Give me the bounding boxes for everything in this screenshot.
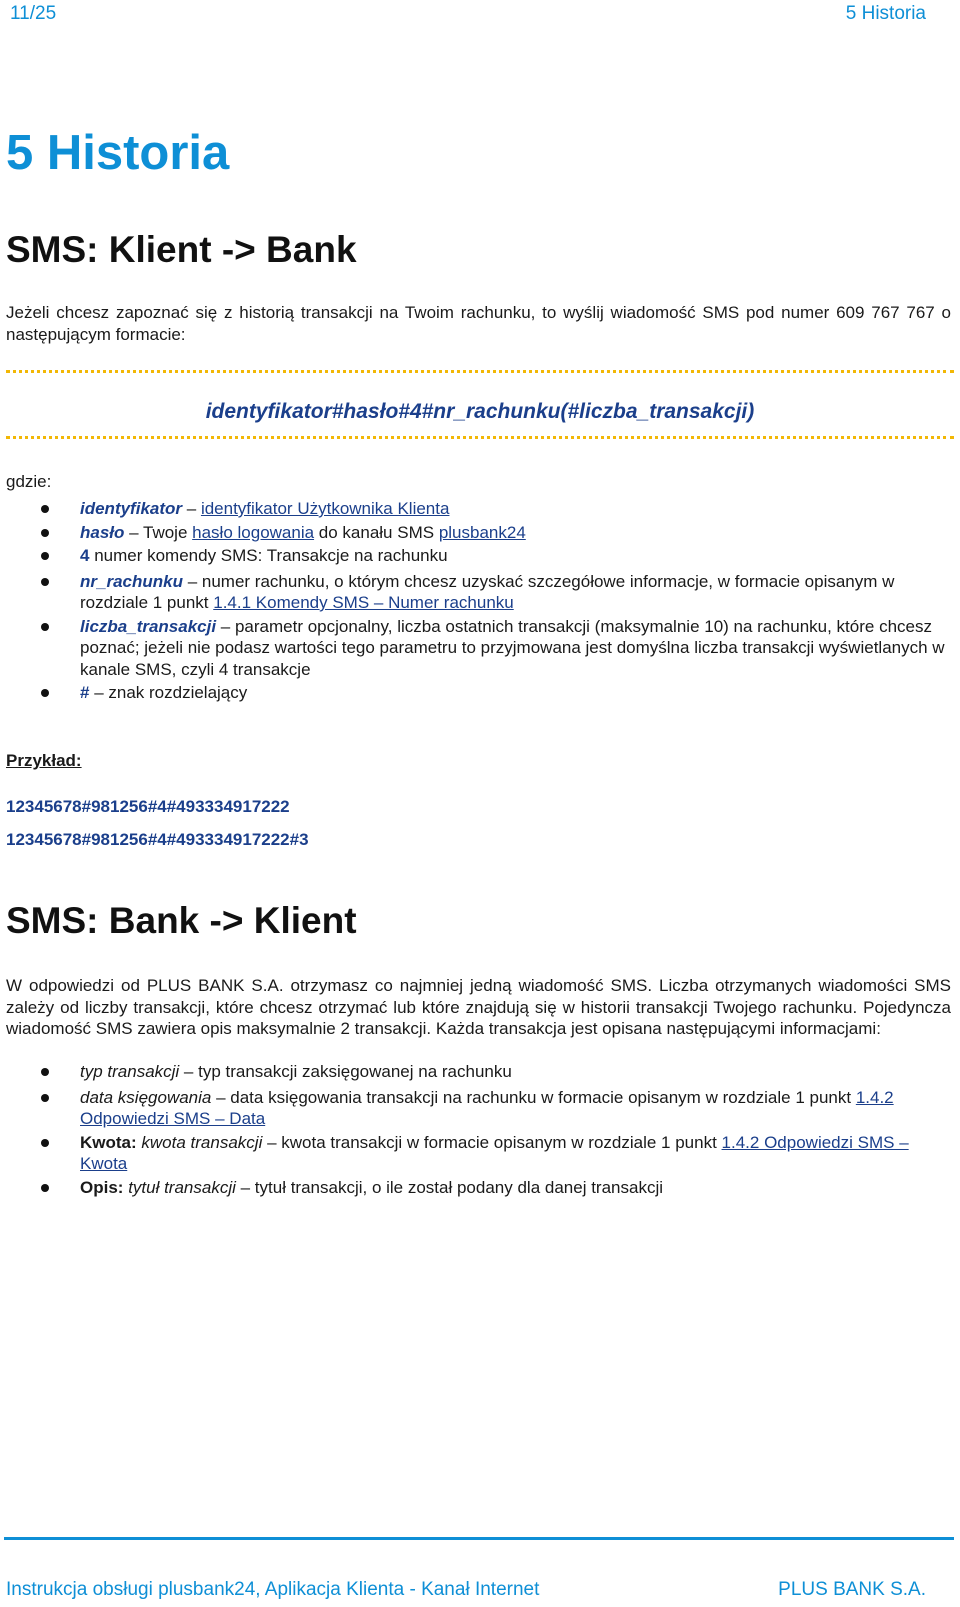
list-item (0, 1177, 950, 1199)
label-opis: Opis: (80, 1177, 124, 1197)
list-item (0, 545, 950, 567)
link-haslo-logowania[interactable]: hasło logowania (192, 522, 315, 542)
list-item (0, 616, 950, 681)
bullet-icon (41, 1184, 49, 1192)
page-title: 5 Historia (6, 126, 230, 180)
term-tytul-transakcji: tytuł transakcji (128, 1177, 236, 1197)
term-typ-transakcji: typ transakcji (80, 1062, 180, 1081)
running-section-title: 5 Historia (845, 3, 926, 24)
footer-company: PLUS BANK S.A. (778, 1579, 926, 1600)
example-1: 12345678#981256#4#493334917222 (6, 797, 290, 816)
link-identyfikator-uzytkownika[interactable]: identyfikator Użytkownika Klienta (200, 499, 450, 518)
list-item (0, 1061, 950, 1083)
text-fragment: do kanału SMS (314, 522, 439, 542)
list-item (0, 1087, 950, 1130)
gdzie-label: gdzie: (6, 472, 52, 491)
term-kwota-transakcji: kwota transakcji (141, 1132, 263, 1152)
bullet-icon (41, 1068, 49, 1076)
link-plusbank24[interactable]: plusbank24 (438, 522, 526, 542)
link-odpowiedzi-sms-kwota[interactable]: 1.4.2 Odpowiedzi SMS – Kwota (80, 1132, 909, 1173)
bullet-icon (41, 552, 49, 560)
response-fields-list (0, 1061, 950, 1198)
intro-paragraph: Jeżeli chcesz zapoznać się z historią transakcji na Twoim rachunku, to wyślij wiadomość SMS pod numer 609 767 767 o następującym formacie: (6, 303, 951, 344)
term-nr-rachunku: nr_rachunku (80, 571, 183, 591)
term-haslo: hasło (80, 522, 125, 542)
item-text: – typ transakcji zaksięgowanej na rachunku (179, 1062, 512, 1081)
footer-document-title: Instrukcja obsługi plusbank24, Aplikacja Klienta - Kanał Internet (6, 1579, 540, 1600)
term-4: 4 (80, 546, 90, 565)
list-item (0, 1132, 950, 1175)
list-item (0, 682, 950, 704)
bullet-icon (41, 1139, 49, 1147)
separator: – (182, 499, 201, 518)
term-data-ksiegowania: data księgowania (80, 1087, 212, 1107)
section-heading-bank-client: SMS: Bank -> Klient (6, 900, 357, 941)
item-text: – znak rozdzielający (89, 683, 248, 702)
bullet-icon (41, 529, 49, 537)
divider-top (6, 370, 954, 373)
label-kwota: Kwota: (80, 1132, 137, 1152)
item-text: – numer rachunku, o którym chcesz uzyskać szczegółowe informacje, w formacie opisanym w rozdziale 1 punkt (80, 571, 895, 612)
term-identyfikator: identyfikator (80, 499, 183, 518)
section-heading-client-bank: SMS: Klient -> Bank (6, 229, 357, 270)
link-odpowiedzi-sms-data[interactable]: 1.4.2 Odpowiedzi SMS – Data (80, 1087, 894, 1128)
term-liczba-transakcji: liczba_transakcji (80, 616, 217, 636)
item-text: – parametr opcjonalny, liczba ostatnich transakcji (maksymalnie 10) na rachunku, które chcesz poznać; jeżeli nie podasz wartości tego parametru to przyjmowana jest domyślna liczba transakcji wyświetlanych w kanale SMS, czyli 4 transakcje (80, 616, 945, 679)
term-hash: # (80, 683, 90, 702)
list-item (0, 522, 950, 544)
bullet-icon (41, 689, 49, 697)
item-text: – data księgowania transakcji na rachunku w formacie opisanym w rozdziale 1 punkt (211, 1087, 856, 1107)
bullet-icon (41, 578, 49, 586)
bullet-icon (41, 623, 49, 631)
list-item (0, 571, 950, 614)
list-item (0, 498, 950, 520)
sms-syntax: identyfikator#hasło#4#nr_rachunku(#liczba_transakcji) (205, 400, 755, 423)
example-2: 12345678#981256#4#493334917222#3 (6, 830, 309, 849)
bullet-icon (41, 1094, 49, 1102)
page-number: 11/25 (10, 3, 57, 24)
divider-bottom (6, 436, 954, 439)
footer-divider (4, 1537, 954, 1540)
separator: – Twoje (124, 522, 193, 542)
bullet-icon (41, 505, 49, 513)
item-text: – kwota transakcji w formacie opisanym w rozdziale 1 punkt (262, 1132, 722, 1152)
item-text: numer komendy SMS: Transakcje na rachunku (89, 546, 448, 565)
response-paragraph: W odpowiedzi od PLUS BANK S.A. otrzymasz co najmniej jedną wiadomość SMS. Liczba otrzymanych wiadomości SMS zależy od liczby transakcji, które chcesz otrzymać lub które znajdują się w historii transakcji Twojego rachunku. Pojedyncza wiadomość SMS zawiera opis maksymalnie 2 transakcji. Każda transakcja jest opisana następującymi informacjami: (6, 976, 951, 1038)
example-label: Przykład: (6, 751, 82, 770)
item-text: – tytuł transakcji, o ile został podany dla danej transakcji (235, 1177, 664, 1197)
parameter-list (0, 498, 950, 704)
link-komendy-sms-numer-rachunku[interactable]: 1.4.1 Komendy SMS – Numer rachunku (213, 593, 514, 612)
